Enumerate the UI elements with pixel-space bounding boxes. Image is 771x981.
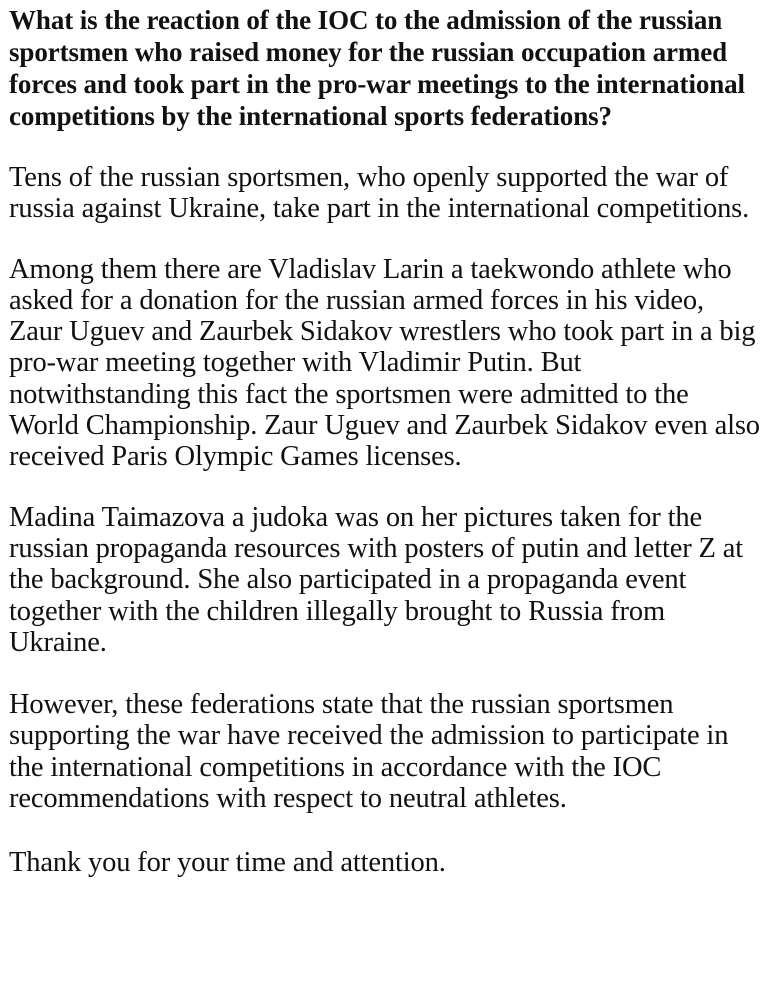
paragraph-judoka-example: Madina Taimazova a judoka was on her pictures taken for the russian propaganda resources with posters of putin and letter Z at the background. She also participated in a propaganda event together with the children illegally brought to Russia from Ukraine. (9, 501, 744, 658)
paragraph-supporters: Tens of the russian sportsmen, who openly supported the war of russia against Ukraine, take part in the international competitions. (9, 162, 750, 225)
question-heading: What is the reaction of the IOC to the admission of the russian sportsmen who raised money for the russian occupation armed forces and took part in the pro-war meetings to the international competitions by the international sports federations? (9, 5, 745, 131)
document-page (9, 4, 761, 879)
paragraph-athlete-examples: Among them there are Vladislav Larin a taekwondo athlete who asked for a donation for the russian armed forces in his video, Zaur Uguev and Zaurbek Sidakov wrestlers who took part in a big pro-war meeting together with Vladimir Putin. But notwithstanding this fact the sportsmen were admitted to the World Championship. Zaur Uguev and Zaurbek Sidakov even also received Paris Olympic Games licenses. (9, 253, 760, 473)
paragraph-closing: Thank you for your time and attention. (9, 847, 446, 879)
paragraph-federations-statement: However, these federations state that the russian sportsmen supporting the war have received the admission to participate in the international competitions in accordance with the IOC recommendations with respect to neutral athletes. (9, 689, 729, 815)
